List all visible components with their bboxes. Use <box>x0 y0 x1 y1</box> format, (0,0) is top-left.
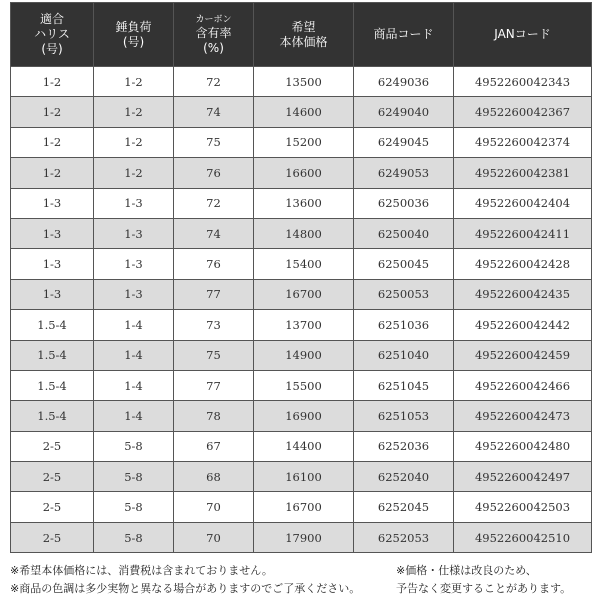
cell-harisu: 2-5 <box>11 462 94 492</box>
table-row <box>11 431 592 461</box>
cell-price: 13500 <box>254 67 354 97</box>
cell-harisu: 1.5-4 <box>11 310 94 340</box>
header-line: 本体価格 <box>279 34 328 49</box>
table-row <box>11 158 592 188</box>
header-product-code <box>354 3 454 67</box>
cell-price: 16700 <box>254 279 354 309</box>
cell-jan-code: 4952260042497 <box>454 462 592 492</box>
cell-product-code: 6250045 <box>354 249 454 279</box>
cell-harisu: 1-3 <box>11 279 94 309</box>
footnotes <box>10 562 592 598</box>
cell-carbon-ratio: 75 <box>174 127 254 157</box>
cell-product-code: 6249040 <box>354 97 454 127</box>
table-row <box>11 492 592 522</box>
footnote-notice: 予告なく変更することがあります。 <box>396 582 572 595</box>
cell-price: 14400 <box>254 431 354 461</box>
cell-jan-code: 4952260042442 <box>454 310 592 340</box>
cell-carbon-ratio: 67 <box>174 431 254 461</box>
cell-product-code: 6250036 <box>354 188 454 218</box>
cell-product-code: 6250040 <box>354 218 454 248</box>
footnote-line-2 <box>10 580 592 598</box>
cell-product-code: 6251053 <box>354 401 454 431</box>
cell-carbon-ratio: 68 <box>174 462 254 492</box>
cell-sinker-load: 1-4 <box>94 310 174 340</box>
cell-harisu: 1-3 <box>11 218 94 248</box>
cell-harisu: 2-5 <box>11 522 94 552</box>
cell-carbon-ratio: 78 <box>174 401 254 431</box>
cell-jan-code: 4952260042503 <box>454 492 592 522</box>
cell-jan-code: 4952260042411 <box>454 218 592 248</box>
header-harisu <box>11 3 94 67</box>
cell-product-code: 6252036 <box>354 431 454 461</box>
table-row <box>11 249 592 279</box>
cell-sinker-load: 1-2 <box>94 158 174 188</box>
cell-jan-code: 4952260042374 <box>454 127 592 157</box>
cell-product-code: 6252045 <box>354 492 454 522</box>
header-jan-code <box>454 3 592 67</box>
cell-harisu: 1-2 <box>11 127 94 157</box>
cell-carbon-ratio: 72 <box>174 188 254 218</box>
spec-table <box>10 2 592 553</box>
table-row <box>11 127 592 157</box>
cell-sinker-load: 1-2 <box>94 67 174 97</box>
cell-harisu: 1.5-4 <box>11 370 94 400</box>
header-line: 商品コード <box>373 27 434 41</box>
header-line: (号) <box>41 42 63 56</box>
header-line: (号) <box>122 34 145 49</box>
cell-price: 13700 <box>254 310 354 340</box>
cell-carbon-ratio: 73 <box>174 310 254 340</box>
cell-jan-code: 4952260042435 <box>454 279 592 309</box>
footnote-spec-change: ※価格・仕様は改良のため、 <box>396 564 537 577</box>
cell-jan-code: 4952260042466 <box>454 370 592 400</box>
cell-product-code: 6251045 <box>354 370 454 400</box>
table-header-row <box>11 3 592 67</box>
cell-carbon-ratio: 76 <box>174 158 254 188</box>
cell-harisu: 1-3 <box>11 188 94 218</box>
cell-price: 16900 <box>254 401 354 431</box>
header-carbon-ratio <box>174 3 254 67</box>
table-row <box>11 279 592 309</box>
cell-price: 14800 <box>254 218 354 248</box>
table-row <box>11 310 592 340</box>
cell-sinker-load: 5-8 <box>94 492 174 522</box>
cell-sinker-load: 1-3 <box>94 249 174 279</box>
cell-jan-code: 4952260042381 <box>454 158 592 188</box>
cell-price: 16600 <box>254 158 354 188</box>
table-row <box>11 97 592 127</box>
cell-sinker-load: 5-8 <box>94 431 174 461</box>
cell-harisu: 1-2 <box>11 158 94 188</box>
cell-price: 16700 <box>254 492 354 522</box>
header-line: (%) <box>203 40 224 55</box>
header-line: ハリス <box>34 27 70 41</box>
cell-sinker-load: 1-2 <box>94 127 174 157</box>
cell-jan-code: 4952260042404 <box>454 188 592 218</box>
cell-jan-code: 4952260042343 <box>454 67 592 97</box>
cell-carbon-ratio: 70 <box>174 492 254 522</box>
cell-jan-code: 4952260042428 <box>454 249 592 279</box>
cell-harisu: 1-2 <box>11 97 94 127</box>
cell-sinker-load: 1-3 <box>94 188 174 218</box>
cell-harisu: 2-5 <box>11 431 94 461</box>
header-line: 錘負荷 <box>115 19 152 34</box>
table-row <box>11 188 592 218</box>
cell-sinker-load: 1-2 <box>94 97 174 127</box>
cell-product-code: 6251036 <box>354 310 454 340</box>
cell-product-code: 6252040 <box>354 462 454 492</box>
cell-carbon-ratio: 74 <box>174 218 254 248</box>
cell-price: 13600 <box>254 188 354 218</box>
cell-product-code: 6249045 <box>354 127 454 157</box>
cell-sinker-load: 1-4 <box>94 340 174 370</box>
cell-price: 15500 <box>254 370 354 400</box>
cell-harisu: 1-3 <box>11 249 94 279</box>
table-row <box>11 340 592 370</box>
header-line: 希望 <box>291 19 316 34</box>
cell-carbon-ratio: 76 <box>174 249 254 279</box>
footnote-line-1 <box>10 562 592 580</box>
header-line: JANコード <box>494 27 551 41</box>
table-body <box>11 67 592 553</box>
cell-harisu: 1-2 <box>11 67 94 97</box>
cell-price: 14600 <box>254 97 354 127</box>
footnote-color-tone: ※商品の色調は多少実物と異なる場合がありますのでご了承ください。 <box>10 582 361 595</box>
cell-product-code: 6249036 <box>354 67 454 97</box>
table-row <box>11 462 592 492</box>
cell-price: 14900 <box>254 340 354 370</box>
cell-price: 17900 <box>254 522 354 552</box>
cell-sinker-load: 1-3 <box>94 279 174 309</box>
header-line: 適合 <box>39 12 64 26</box>
cell-carbon-ratio: 77 <box>174 279 254 309</box>
cell-product-code: 6252053 <box>354 522 454 552</box>
cell-jan-code: 4952260042459 <box>454 340 592 370</box>
cell-harisu: 1.5-4 <box>11 340 94 370</box>
cell-product-code: 6250053 <box>354 279 454 309</box>
cell-harisu: 1.5-4 <box>11 401 94 431</box>
cell-jan-code: 4952260042510 <box>454 522 592 552</box>
cell-sinker-load: 5-8 <box>94 462 174 492</box>
table-row <box>11 67 592 97</box>
cell-jan-code: 4952260042367 <box>454 97 592 127</box>
header-line: 含有率 <box>195 25 232 40</box>
cell-sinker-load: 1-3 <box>94 218 174 248</box>
cell-product-code: 6249053 <box>354 158 454 188</box>
header-sinker-load <box>94 3 174 67</box>
header-line: カーボン <box>195 14 232 25</box>
cell-sinker-load: 1-4 <box>94 401 174 431</box>
cell-sinker-load: 1-4 <box>94 370 174 400</box>
cell-sinker-load: 5-8 <box>94 522 174 552</box>
cell-carbon-ratio: 70 <box>174 522 254 552</box>
cell-carbon-ratio: 77 <box>174 370 254 400</box>
table-row <box>11 370 592 400</box>
cell-price: 16100 <box>254 462 354 492</box>
cell-price: 15400 <box>254 249 354 279</box>
table-row <box>11 522 592 552</box>
cell-product-code: 6251040 <box>354 340 454 370</box>
cell-carbon-ratio: 74 <box>174 97 254 127</box>
cell-jan-code: 4952260042480 <box>454 431 592 461</box>
footnote-price-tax: ※希望本体価格には、消費税は含まれておりません。 <box>10 564 273 577</box>
table-row <box>11 218 592 248</box>
cell-price: 15200 <box>254 127 354 157</box>
table-row <box>11 401 592 431</box>
cell-carbon-ratio: 75 <box>174 340 254 370</box>
cell-harisu: 2-5 <box>11 492 94 522</box>
cell-carbon-ratio: 72 <box>174 67 254 97</box>
header-price <box>254 3 354 67</box>
cell-jan-code: 4952260042473 <box>454 401 592 431</box>
